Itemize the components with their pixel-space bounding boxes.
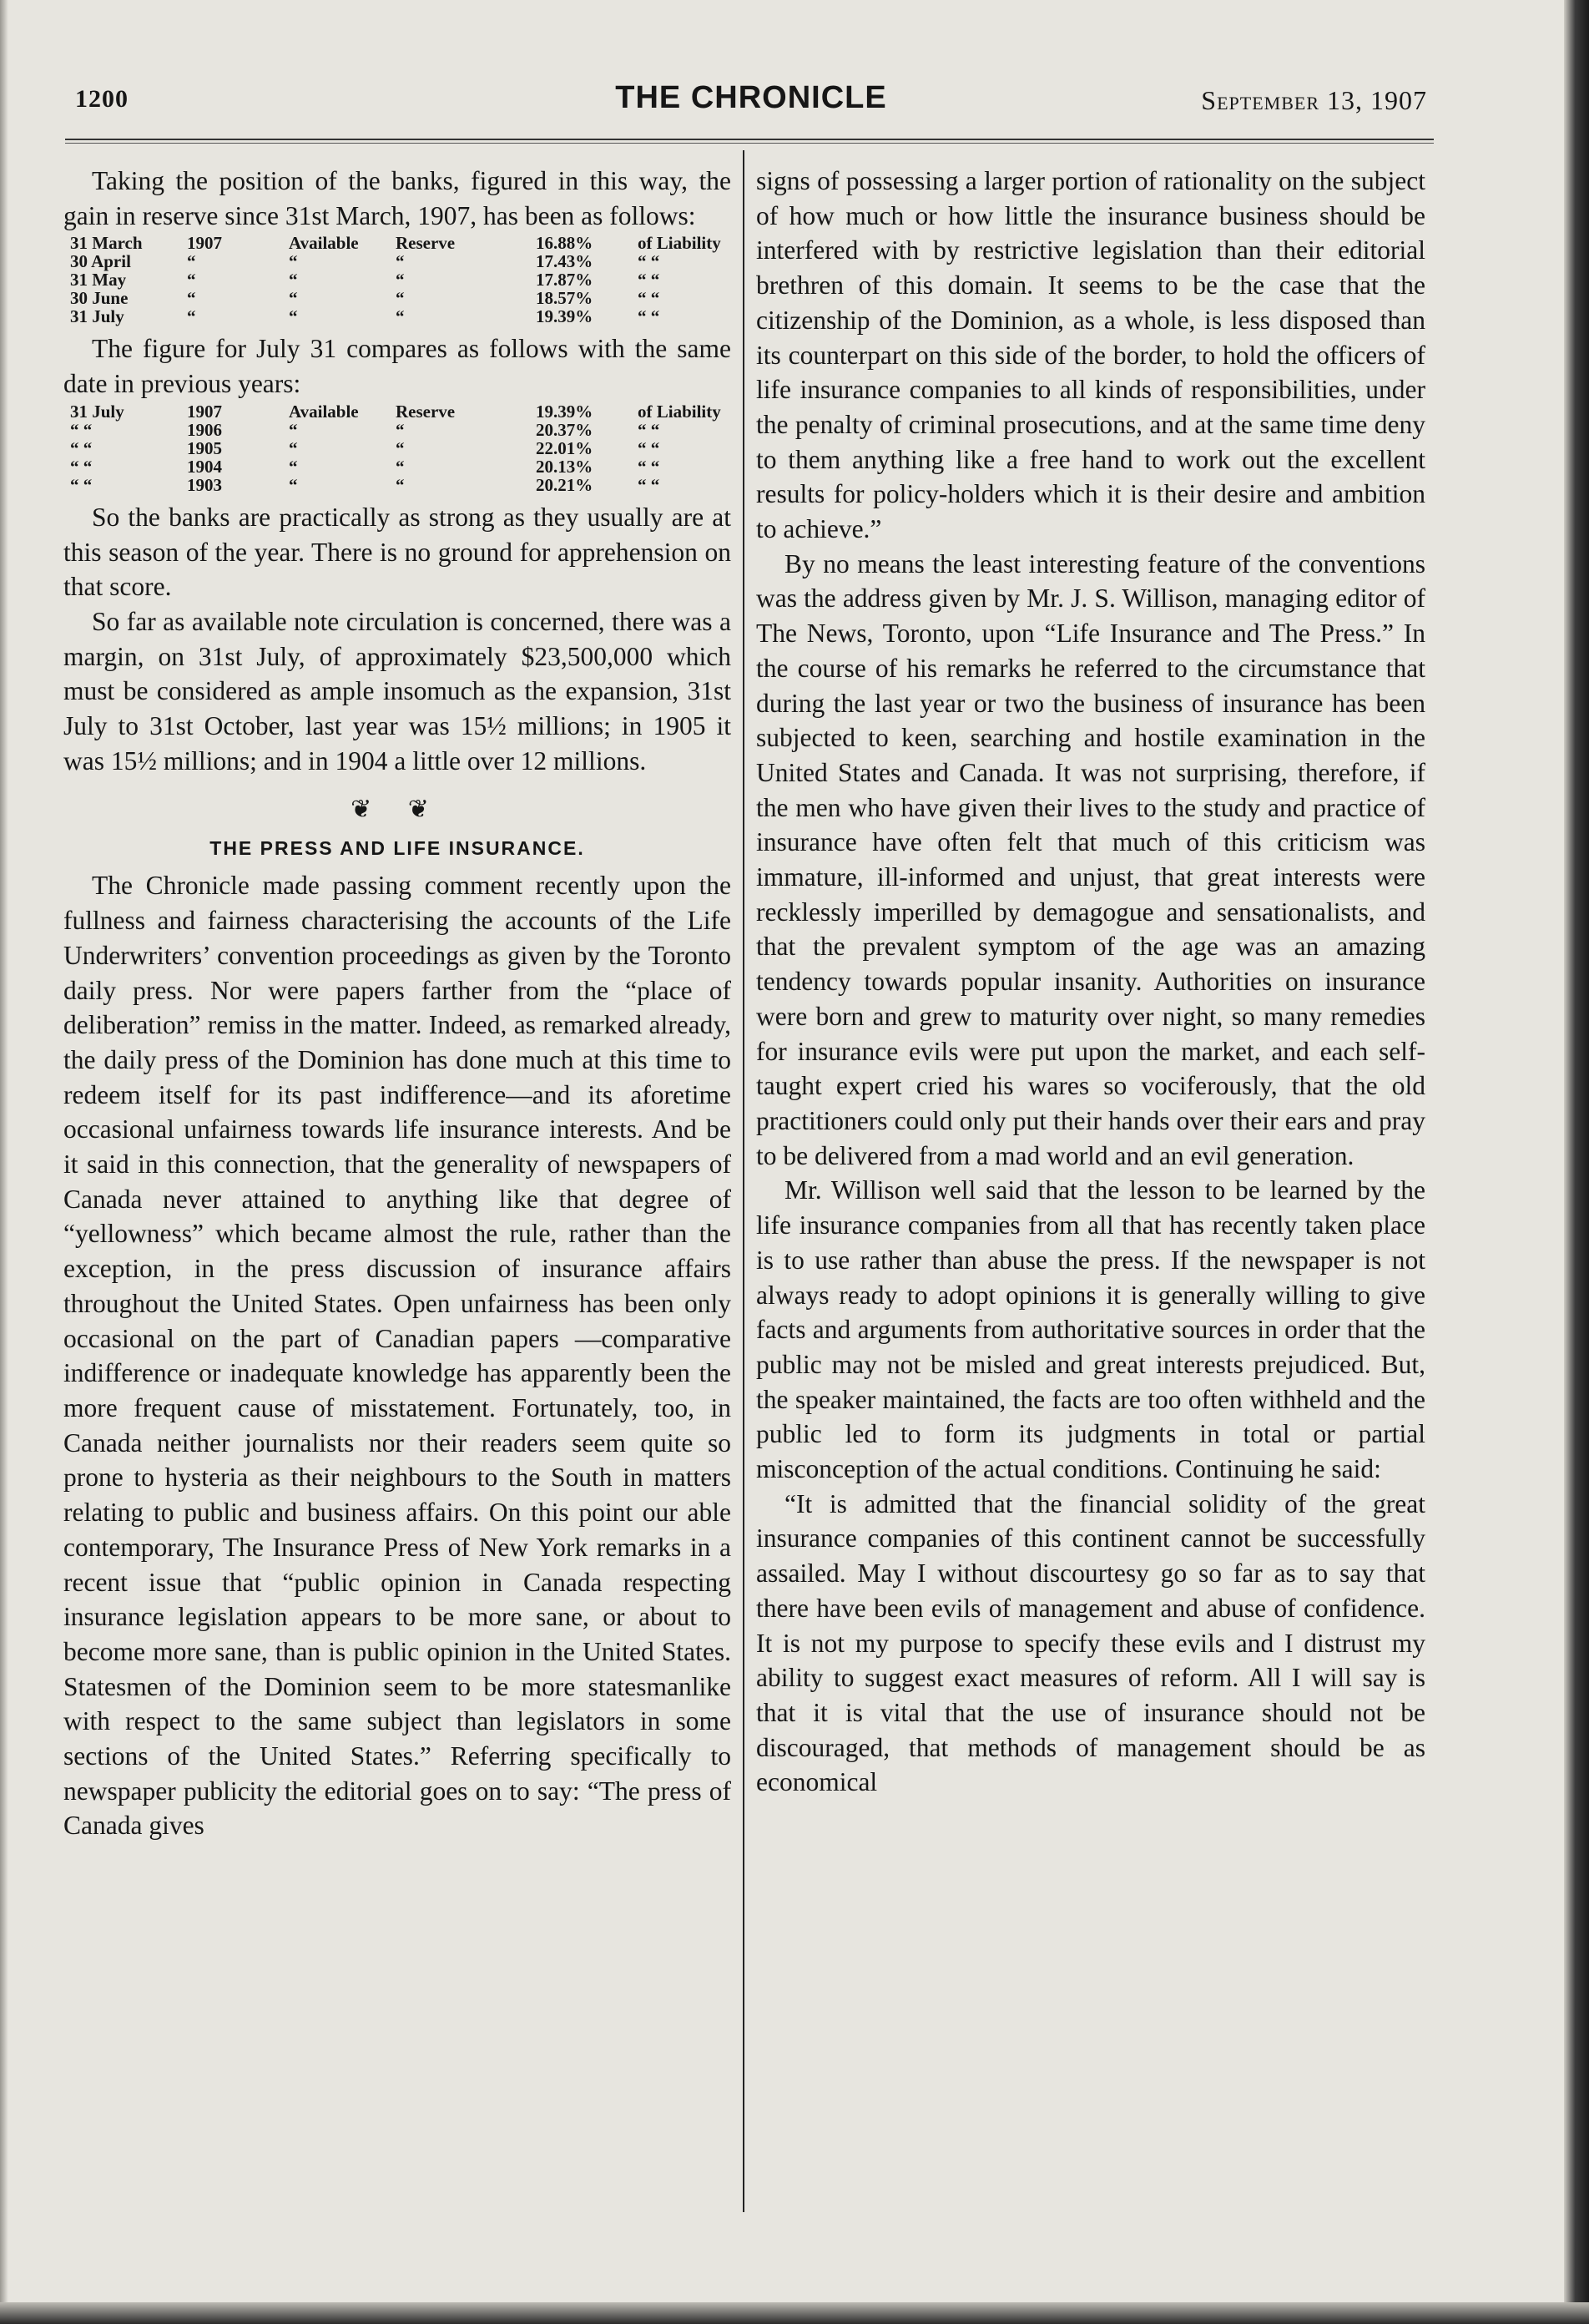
table-row — [63, 308, 731, 326]
paragraph: By no means the least interesting feature of the conventions was the address given by Mr. J. S. Willison, managing editor of The News, Toronto, upon “Life Insurance and The Press.” In the course of his remarks he referred to the circumstance that during the last year or two the business of insurance has been subjected to keen, searching and hostile examination in the United States and Canada. It was not surprising, therefore, if the men who have given their lives to the study and practice of insurance have often felt that much of this criticism was immature, ill-informed and unjust, that great interests were recklessly imperilled by demagogue and sensationalists, and that the prevalent symptom of the age was an amazing tendency towards popular insanity. Authorities on insurance were born and grew to maturity over night, so many remedies for insurance evils were put upon the market, and each self-taught expert cried his wares so vociferously, that the old practitioners could only put their hands over their ears and pray to be delivered from a mad world and an evil generation. — [756, 548, 1425, 1170]
table-cell-liability: of Liability — [638, 401, 721, 422]
table-cell-date: 30 June — [70, 288, 129, 309]
table-cell-reserve: “ — [396, 437, 405, 458]
table-cell-reserve: “ — [396, 419, 405, 440]
table-cell-reserve: Reserve — [396, 401, 456, 422]
paragraph: The Chronicle made passing comment recently upon the fullness and fairness characterising the accounts of the Life Underwriters’ convention proceedings as given by the Toronto daily press. Nor were papers farther from the “place of deliberation” remiss in the matter. Indeed, as remarked already, the daily press of the Dominion has done much at this time to redeem itself for its past indifference—and its aforetime occasional unfairness towards life insurance interests. And be it said in this connection, that the generality of newspapers of Canada never attained to anything like that degree of “yellowness” which became almost the rule, rather than the exception, in the press discussion of insurance affairs throughout the United States. Open unfairness has been only occasional on the part of Canadian papers —comparative indifference or inadequate knowledge has apparently been the more frequent cause of misstatement. Fortunately, too, in Canada neither journalists nor their readers seem quite so prone to hysteria as their neighbours to the South in matters relating to public and business affairs. On this point our able contemporary, The Insurance Press of New York remarks in a recent issue that “public opinion in Canada respecting insurance legislation appears to be more sane, or about to become more sane, than is public opinion in the United States. Statesmen of the Dominion seem to be more statesmanlike with respect to the same subject than legislators in some sections of the United States.” Referring specifically to newspaper publicity the editorial goes on to say: “The press of Canada gives — [63, 871, 731, 1841]
table-row — [63, 474, 731, 495]
column-rule — [743, 150, 744, 2212]
table-cell-reserve: “ — [396, 456, 405, 477]
paragraph: Taking the position of the banks, figured in this way, the gain in reserve since 31st March, 1907, has been as follows: — [63, 166, 731, 230]
table-cell-year: “ — [187, 270, 196, 290]
header-rule — [65, 139, 1434, 144]
table-row — [63, 271, 731, 290]
table-row — [63, 290, 731, 308]
table-cell-available: “ — [289, 288, 298, 309]
reserve-table-yearly — [63, 403, 731, 495]
table-cell-available: “ — [289, 456, 298, 477]
table-cell-liability: “ “ — [638, 419, 660, 440]
table-row — [63, 235, 731, 253]
table-cell-reserve: “ — [396, 251, 405, 272]
section-ornament: ❦ ❦ — [351, 796, 444, 824]
table-cell-liability: “ “ — [638, 288, 660, 309]
table-cell-percent: 19.39% — [536, 401, 593, 422]
paragraph: “It is admitted that the financial solidity of the great insurance companies of this continent cannot be successfully assailed. May I without discourtesy go so far as to say that there have been evils of management and abuse of confidence. It is not my purpose to specify these evils and I distrust my ability to suggest exact measures of reform. All I will say is that it is vital that the use of insurance should not be discouraged, that methods of management should be as economical — [756, 1488, 1425, 1797]
right-column — [756, 164, 1425, 1800]
table-cell-year: 1906 — [187, 419, 222, 440]
paragraph: signs of possessing a larger portion of rationality on the subject of how much or how little the insurance business should be interfered with by restrictive legislation than their editorial brethren of this domain. It seems to be the case that the citizenship of the Dominion, as a whole, is less disposed than its counterpart on this side of the border, to hold the officers of life insurance companies to all kinds of responsibilities, under the penalty of criminal prosecutions, and at the same time deny to them anything like a free hand to work out the excellent results for policy-holders which it is their desire and ambition to achieve.” — [756, 166, 1425, 544]
table-cell-year: “ — [187, 306, 196, 327]
table-cell-percent: 20.21% — [536, 474, 593, 495]
table-cell-liability: “ “ — [638, 456, 660, 477]
table-cell-date: “ “ — [70, 437, 93, 458]
table-cell-reserve: “ — [396, 288, 405, 309]
table-cell-year: 1907 — [187, 401, 222, 422]
table-cell-available: Available — [289, 233, 359, 254]
table-cell-reserve: “ — [396, 270, 405, 290]
table-row — [63, 458, 731, 477]
table-cell-percent: 22.01% — [536, 437, 593, 458]
scan-edge-bottom — [0, 2302, 1589, 2324]
table-cell-year: “ — [187, 288, 196, 309]
table-row — [63, 403, 731, 422]
page-number: 1200 — [75, 85, 129, 113]
table-cell-available: “ — [289, 437, 298, 458]
table-cell-available: Available — [289, 401, 359, 422]
table-row — [63, 437, 731, 458]
left-column — [63, 164, 731, 1843]
table-cell-percent: 20.13% — [536, 456, 593, 477]
table-cell-liability: “ “ — [638, 251, 660, 272]
table-cell-available: “ — [289, 306, 298, 327]
table-cell-date: “ “ — [70, 456, 93, 477]
table-cell-year: 1903 — [187, 474, 222, 495]
table-cell-available: “ — [289, 419, 298, 440]
table-cell-percent: 19.39% — [536, 306, 593, 327]
table-cell-percent: 16.88% — [536, 233, 593, 254]
table-cell-date: 31 March — [70, 233, 143, 254]
paragraph: So far as available note circulation is concerned, there was a margin, on 31st July, of approximately $23,500,000 which must be considered as ample insomuch as the expansion, 31st July to 31st October, last year was 15½ millions; in 1905 it was 15½ millions; and in 1904 a little over 12 millions. — [63, 606, 731, 776]
issue-date: September 13, 1907 — [1201, 85, 1427, 115]
table-cell-date: “ “ — [70, 474, 93, 495]
table-cell-liability: “ “ — [638, 306, 660, 327]
running-head — [75, 77, 1427, 127]
table-cell-year: 1905 — [187, 437, 222, 458]
reserve-table-monthly — [63, 235, 731, 326]
table-cell-percent: 17.43% — [536, 251, 593, 272]
table-cell-date: 31 May — [70, 270, 127, 290]
table-cell-liability: “ “ — [638, 437, 660, 458]
table-cell-year: 1907 — [187, 233, 222, 254]
journal-title: THE CHRONICLE — [615, 80, 887, 115]
scan-edge-right — [1564, 0, 1589, 2324]
table-cell-liability: of Liability — [638, 233, 721, 254]
table-cell-date: 31 July — [70, 306, 124, 327]
table-cell-available: “ — [289, 474, 298, 495]
table-cell-percent: 20.37% — [536, 419, 593, 440]
scan-edge-left — [0, 0, 8, 2324]
table-cell-reserve: “ — [396, 474, 405, 495]
table-cell-year: “ — [187, 251, 196, 272]
table-cell-percent: 17.87% — [536, 270, 593, 290]
table-cell-date: “ “ — [70, 419, 93, 440]
paragraph: So the banks are practically as strong as they usually are at this season of the year. There is no ground for apprehension on that score. — [63, 502, 731, 602]
table-cell-liability: “ “ — [638, 270, 660, 290]
table-cell-date: 30 April — [70, 251, 131, 272]
table-cell-year: 1904 — [187, 456, 222, 477]
table-row — [63, 253, 731, 271]
table-cell-available: “ — [289, 270, 298, 290]
table-cell-percent: 18.57% — [536, 288, 593, 309]
table-cell-reserve: Reserve — [396, 233, 456, 254]
paragraph: Mr. Willison well said that the lesson to be learned by the life insurance companies from all that has recently taken place is to use rather than abuse the press. If the newspaper is not always ready to adopt opinions it is generally willing to give facts and arguments from authoritative sources in order that the public may not be misled and great interests prejudiced. But, the speaker maintained, the facts are too often withheld and the public led to form its judgments in total or partial misconception of the actual conditions. Continuing he said: — [756, 1175, 1425, 1484]
paragraph: The figure for July 31 compares as follows with the same date in previous years: — [63, 334, 731, 399]
table-cell-date: 31 July — [70, 401, 124, 422]
table-row — [63, 419, 731, 440]
table-cell-liability: “ “ — [638, 474, 660, 495]
table-cell-reserve: “ — [396, 306, 405, 327]
section-heading: THE PRESS AND LIFE INSURANCE. — [209, 837, 585, 860]
table-cell-available: “ — [289, 251, 298, 272]
